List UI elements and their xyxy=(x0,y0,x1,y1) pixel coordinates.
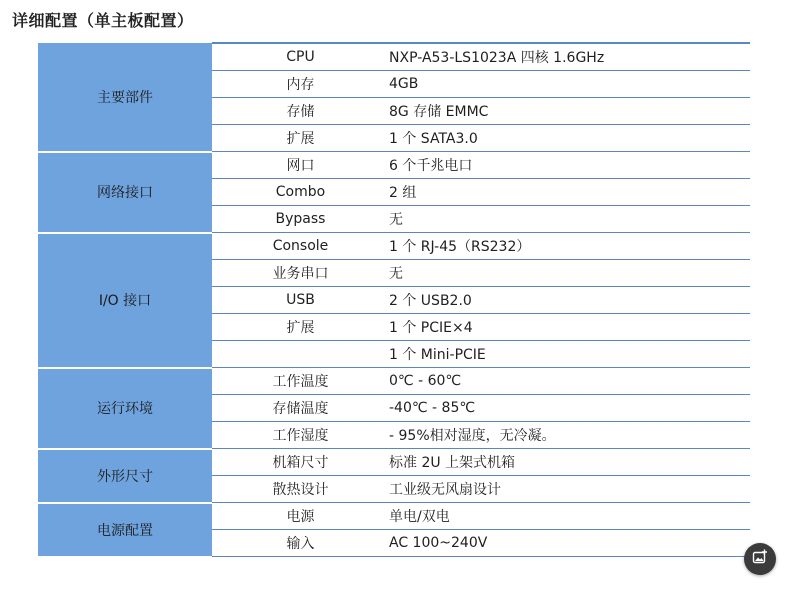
spec-item: 网口 xyxy=(212,152,389,179)
spec-value: 4GB xyxy=(389,71,750,98)
add-image-icon xyxy=(752,549,768,569)
spec-item: 扩展 xyxy=(212,125,389,152)
category-label: 运行环境 xyxy=(38,368,212,449)
spec-item: CPU xyxy=(212,43,389,71)
table-row xyxy=(38,152,750,179)
spec-value: 标准 2U 上架式机箱 xyxy=(389,449,750,476)
spec-item: 工作湿度 xyxy=(212,422,389,449)
spec-item: Console xyxy=(212,233,389,260)
add-image-button[interactable] xyxy=(744,543,776,575)
spec-item: 业务串口 xyxy=(212,260,389,287)
spec-item: USB xyxy=(212,287,389,314)
spec-item: Combo xyxy=(212,179,389,206)
category-label: 电源配置 xyxy=(38,503,212,557)
category-label: 外形尺寸 xyxy=(38,449,212,503)
table-row xyxy=(38,449,750,476)
table-row xyxy=(38,368,750,395)
spec-value: 无 xyxy=(389,206,750,233)
spec-value: 工业级无风扇设计 xyxy=(389,476,750,503)
table-row xyxy=(38,43,750,71)
spec-value: 1 个 RJ-45（RS232） xyxy=(389,233,750,260)
spec-value: 0℃ - 60℃ xyxy=(389,368,750,395)
spec-value: 2 个 USB2.0 xyxy=(389,287,750,314)
spec-value: 1 个 PCIE×4 xyxy=(389,314,750,341)
spec-item: 散热设计 xyxy=(212,476,389,503)
category-label: 主要部件 xyxy=(38,43,212,152)
spec-item: 存储 xyxy=(212,98,389,125)
spec-value: - 95%相对湿度，无冷凝。 xyxy=(389,422,750,449)
spec-item: 工作温度 xyxy=(212,368,389,395)
spec-value: 1 个 SATA3.0 xyxy=(389,125,750,152)
spec-value: 2 组 xyxy=(389,179,750,206)
spec-value: 单电/双电 xyxy=(389,503,750,530)
spec-value: 1 个 Mini-PCIE xyxy=(389,341,750,368)
spec-item: 存储温度 xyxy=(212,395,389,422)
spec-value: AC 100~240V xyxy=(389,530,750,557)
spec-value: 8G 存储 EMMC xyxy=(389,98,750,125)
spec-value: -40℃ - 85℃ xyxy=(389,395,750,422)
spec-item: Bypass xyxy=(212,206,389,233)
category-label: 网络接口 xyxy=(38,152,212,233)
spec-item: 机箱尺寸 xyxy=(212,449,389,476)
table-row xyxy=(38,233,750,260)
spec-table xyxy=(38,42,750,558)
spec-value: NXP-A53-LS1023A 四核 1.6GHz xyxy=(389,43,750,71)
spec-item: 内存 xyxy=(212,71,389,98)
spec-value: 无 xyxy=(389,260,750,287)
spec-item xyxy=(212,341,389,368)
spec-value: 6 个千兆电口 xyxy=(389,152,750,179)
category-label: I/O 接口 xyxy=(38,233,212,368)
spec-item: 电源 xyxy=(212,503,389,530)
spec-item: 扩展 xyxy=(212,314,389,341)
page-title: 详细配置（单主板配置） xyxy=(12,11,194,30)
spec-item: 输入 xyxy=(212,530,389,557)
table-row xyxy=(38,503,750,530)
